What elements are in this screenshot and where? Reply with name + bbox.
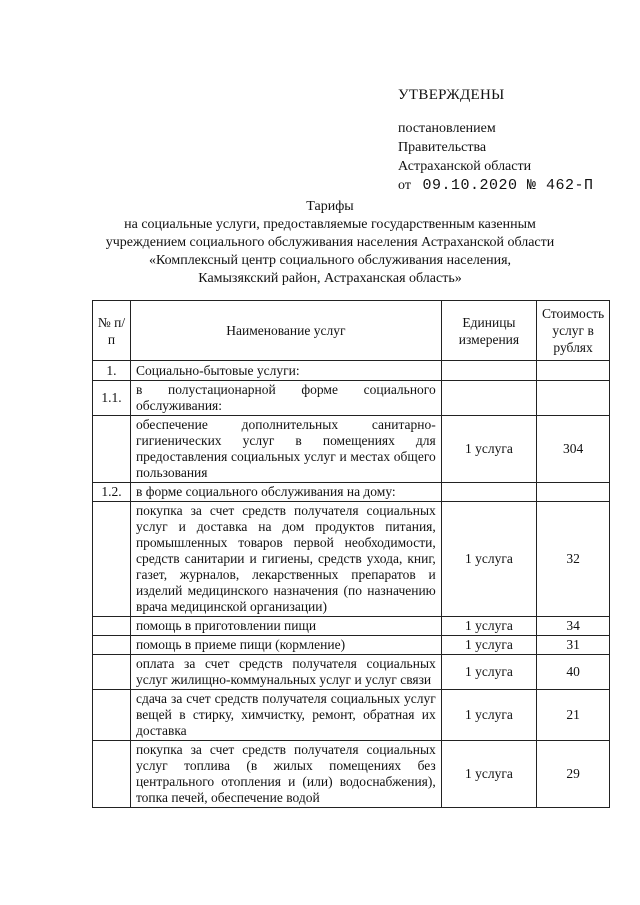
document-title-block [60, 198, 600, 288]
row-unit: 1 услуга [441, 617, 536, 636]
row-unit: 1 услуга [441, 741, 536, 808]
table-row [93, 655, 610, 690]
table-row [93, 483, 610, 502]
approval-line-2: Правительства [398, 140, 487, 155]
table-row [93, 381, 610, 416]
row-price: 304 [537, 416, 610, 483]
row-name: помощь в приеме пищи (кормление) [130, 636, 441, 655]
row-unit [441, 483, 536, 502]
title-line-1: на социальные услуги, предоставляемые государственным казенным [124, 217, 536, 232]
document-title: Тарифы [306, 199, 354, 214]
row-name: Социально-бытовые услуги: [130, 361, 441, 381]
row-no [93, 636, 131, 655]
row-no [93, 617, 131, 636]
approval-date-line [398, 176, 628, 195]
row-unit [441, 361, 536, 381]
row-no [93, 741, 131, 808]
approval-date-prefix: от [398, 178, 411, 193]
header-name: Наименование услуг [130, 301, 441, 361]
row-unit: 1 услуга [441, 636, 536, 655]
row-name: обеспечение дополнительных санитарно-гигиенических услуг в помещениях для предоставления социальных услуг и местах общего пользования [130, 416, 441, 483]
table-row [93, 636, 610, 655]
row-price: 31 [537, 636, 610, 655]
title-line-2: учреждением социального обслуживания населения Астраханской области [105, 235, 555, 250]
row-price: 21 [537, 690, 610, 741]
row-price [537, 381, 610, 416]
title-line-3: «Комплексный центр социального обслуживания населения, [148, 253, 512, 268]
row-unit: 1 услуга [441, 690, 536, 741]
approval-line-1: постановлением [398, 121, 496, 136]
row-no: 1.1. [93, 381, 131, 416]
row-name: оплата за счет средств получателя социальных услуг жилищно-коммунальных услуг и услуг связи [130, 655, 441, 690]
row-name: помощь в приготовлении пищи [130, 617, 441, 636]
approval-line-3: Астраханской области [398, 159, 532, 174]
row-name: в форме социального обслуживания на дому: [130, 483, 441, 502]
approval-block [398, 86, 628, 195]
table-row [93, 502, 610, 617]
row-unit [441, 381, 536, 416]
header-unit: Единицы измерения [441, 301, 536, 361]
row-no [93, 416, 131, 483]
row-name: сдача за счет средств получателя социальных услуг вещей в стирку, химчистку, ремонт, обратная их доставка [130, 690, 441, 741]
table-header-row [93, 301, 610, 361]
row-name: покупка за счет средств получателя социальных услуг топлива (в жилых помещениях без центрального отопления и (или) водоснабжения), топка печей, обеспечение водой [130, 741, 441, 808]
table-row [93, 361, 610, 381]
header-price: Стоимость услуг в рублях [537, 301, 610, 361]
table-row [93, 617, 610, 636]
row-price: 29 [537, 741, 610, 808]
row-price: 32 [537, 502, 610, 617]
row-unit: 1 услуга [441, 502, 536, 617]
row-unit: 1 услуга [441, 416, 536, 483]
row-unit: 1 услуга [441, 655, 536, 690]
row-price: 34 [537, 617, 610, 636]
tariffs-table [92, 300, 610, 808]
row-no: 1. [93, 361, 131, 381]
approval-heading: УТВЕРЖДЕНЫ [398, 87, 505, 103]
row-no [93, 655, 131, 690]
row-name: в полустационарной форме социального обслуживания: [130, 381, 441, 416]
row-price [537, 483, 610, 502]
table-row [93, 741, 610, 808]
row-price: 40 [537, 655, 610, 690]
approval-date-number: 09.10.2020 № 462-П [422, 177, 594, 194]
row-no [93, 690, 131, 741]
row-no: 1.2. [93, 483, 131, 502]
table-row [93, 690, 610, 741]
title-line-4: Камызякский район, Астраханская область» [198, 271, 462, 286]
header-no: № п/п [93, 301, 131, 361]
row-no [93, 502, 131, 617]
table-row [93, 416, 610, 483]
row-price [537, 361, 610, 381]
row-name: покупка за счет средств получателя социальных услуг и доставка на дом продуктов питания, промышленных товаров первой необходимости, средств санитарии и гигиены, средств ухода, книг, газет, журналов, лекарственных препаратов и изделий медицинского назначения (по назначению врача медицинской организации) [130, 502, 441, 617]
